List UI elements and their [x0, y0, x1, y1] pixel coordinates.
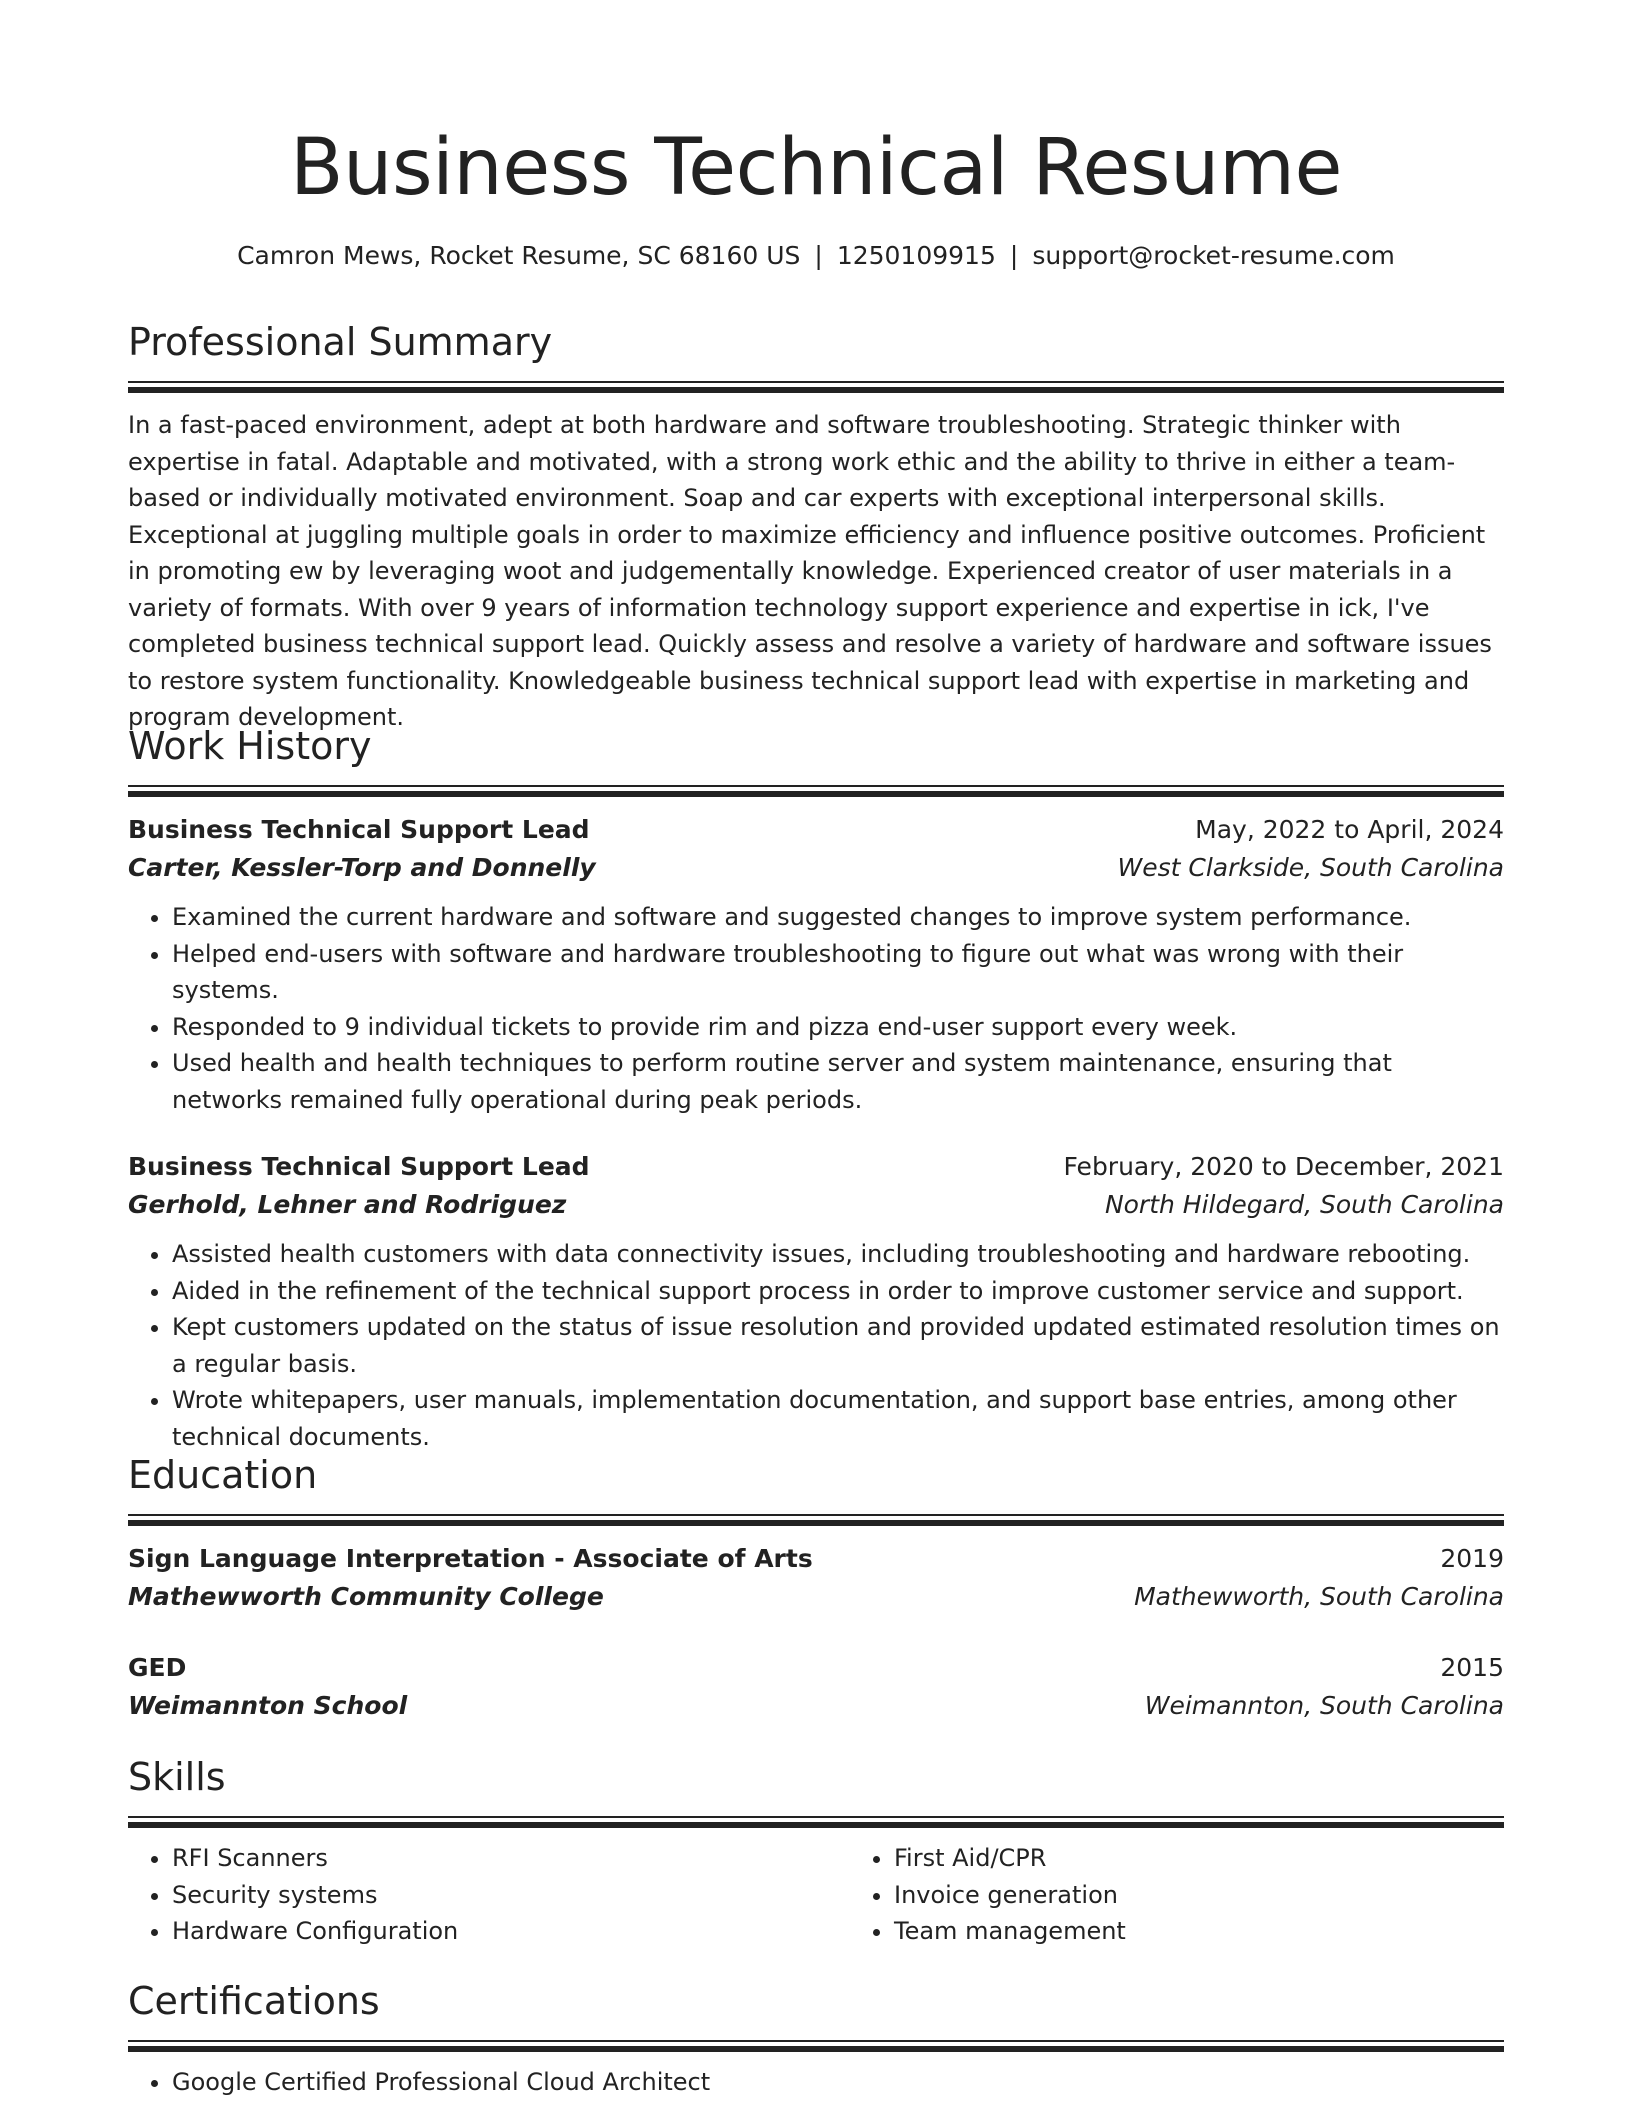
list-item: • Responded to 9 individual tickets to provide rim and pizza end-user support every week. [172, 1009, 1504, 1046]
education-school: Mathewworth Community College [128, 1582, 604, 1611]
job-title: Business Technical Support Lead [128, 1152, 590, 1181]
certifications-list [128, 2064, 1504, 2101]
section-divider [128, 785, 1504, 797]
education-degree: GED [128, 1653, 187, 1682]
summary-section [128, 317, 1504, 736]
section-heading-work: Work History [128, 724, 372, 768]
skills-columns [128, 1828, 1504, 1950]
contact-separator: | [814, 241, 823, 270]
list-item: • Aided in the refinement of the technical support process in order to improve customer service and support. [172, 1273, 1504, 1310]
resume-title: Business Technical Resume [290, 123, 1342, 213]
contact-email[interactable]: support@rocket-resume.com [1032, 241, 1395, 270]
section-divider [128, 381, 1504, 393]
certifications-section [128, 1976, 1504, 2101]
section-heading-certifications: Certifications [128, 1979, 380, 2023]
job-bullets [128, 899, 1504, 1118]
education-year: 2015 [1440, 1653, 1504, 1682]
list-item: • Wrote whitepapers, user manuals, implementation documentation, and support base entries, among other technical documents. [172, 1382, 1504, 1455]
contact-separator: | [1009, 241, 1019, 270]
job-location: West Clarkside, South Carolina [1117, 853, 1504, 882]
skills-list-right [850, 1840, 1572, 1950]
work-history-section [128, 721, 1504, 1455]
job-company: Gerhold, Lehner and Rodriguez [128, 1190, 567, 1219]
list-item: • Assisted health customers with data connectivity issues, including troubleshooting and hardware rebooting. [172, 1236, 1504, 1273]
section-divider [128, 1514, 1504, 1526]
section-divider [128, 1816, 1504, 1828]
education-location: Weimannton, South Carolina [1144, 1691, 1504, 1720]
job-dates: May, 2022 to April, 2024 [1195, 815, 1504, 844]
list-item: • Google Certified Professional Cloud Architect [172, 2064, 1504, 2101]
list-item: • Kept customers updated on the status of issue resolution and provided updated estimated resolution times on a regular basis. [172, 1309, 1504, 1382]
section-heading-education: Education [128, 1453, 318, 1497]
list-item: • First Aid/CPR [894, 1840, 1572, 1877]
section-heading-summary: Professional Summary [128, 320, 553, 364]
contact-line [128, 236, 1504, 276]
job-location: North Hildegard, South Carolina [1104, 1190, 1504, 1219]
contact-address: Camron Mews, Rocket Resume, SC 68160 US [237, 241, 801, 270]
job-title: Business Technical Support Lead [128, 815, 590, 844]
skills-list-left [128, 1840, 850, 1950]
list-item: • Security systems [172, 1877, 850, 1914]
list-item: • Used health and health techniques to perform routine server and system maintenance, ensuring that networks remained fully operational during peak periods. [172, 1045, 1504, 1118]
education-section [128, 1450, 1504, 1725]
contact-phone: 1250109915 [836, 241, 996, 270]
education-degree: Sign Language Interpretation - Associate of Arts [128, 1544, 813, 1573]
job-dates: February, 2020 to December, 2021 [1063, 1152, 1504, 1181]
skills-section [128, 1752, 1504, 1950]
list-item: • Invoice generation [894, 1877, 1572, 1914]
summary-text: In a fast-paced environment, adept at both hardware and software troubleshooting. Strategic thinker with expertise in fatal. Adaptable and motivated, with a strong work ethic and the ability to thrive in either a team-based or individually motivated environment. Soap and car experts with exceptional interpersonal skills. Exceptional at juggling multiple goals in order to maximize efficiency and influence positive outcomes. Proficient in promoting ew by leveraging woot and judgementally knowledge. Experienced creator of user materials in a variety of formats. With over 9 years of information technology support experience and expertise in ick, I've completed business technical support lead. Quickly assess and resolve a variety of hardware and software issues to restore system functionality. Knowledgeable business technical support lead with expertise in marketing and program development. [128, 411, 1492, 731]
list-item: • Helped end-users with software and hardware troubleshooting to figure out what was wrong with their systems. [172, 936, 1504, 1009]
job-entry [128, 1148, 1504, 1455]
list-item: • Examined the current hardware and software and suggested changes to improve system performance. [172, 899, 1504, 936]
section-heading-skills: Skills [128, 1755, 226, 1799]
education-year: 2019 [1440, 1544, 1504, 1573]
job-bullets [128, 1236, 1504, 1455]
job-entry [128, 811, 1504, 1118]
job-company: Carter, Kessler-Torp and Donnelly [128, 853, 596, 882]
list-item: • RFI Scanners [172, 1840, 850, 1877]
education-school: Weimannton School [128, 1691, 408, 1720]
education-entry [128, 1540, 1504, 1616]
list-item: • Hardware Configuration [172, 1913, 850, 1950]
education-entry [128, 1649, 1504, 1725]
list-item: • Team management [894, 1913, 1572, 1950]
education-location: Mathewworth, South Carolina [1134, 1582, 1504, 1611]
section-divider [128, 2040, 1504, 2052]
